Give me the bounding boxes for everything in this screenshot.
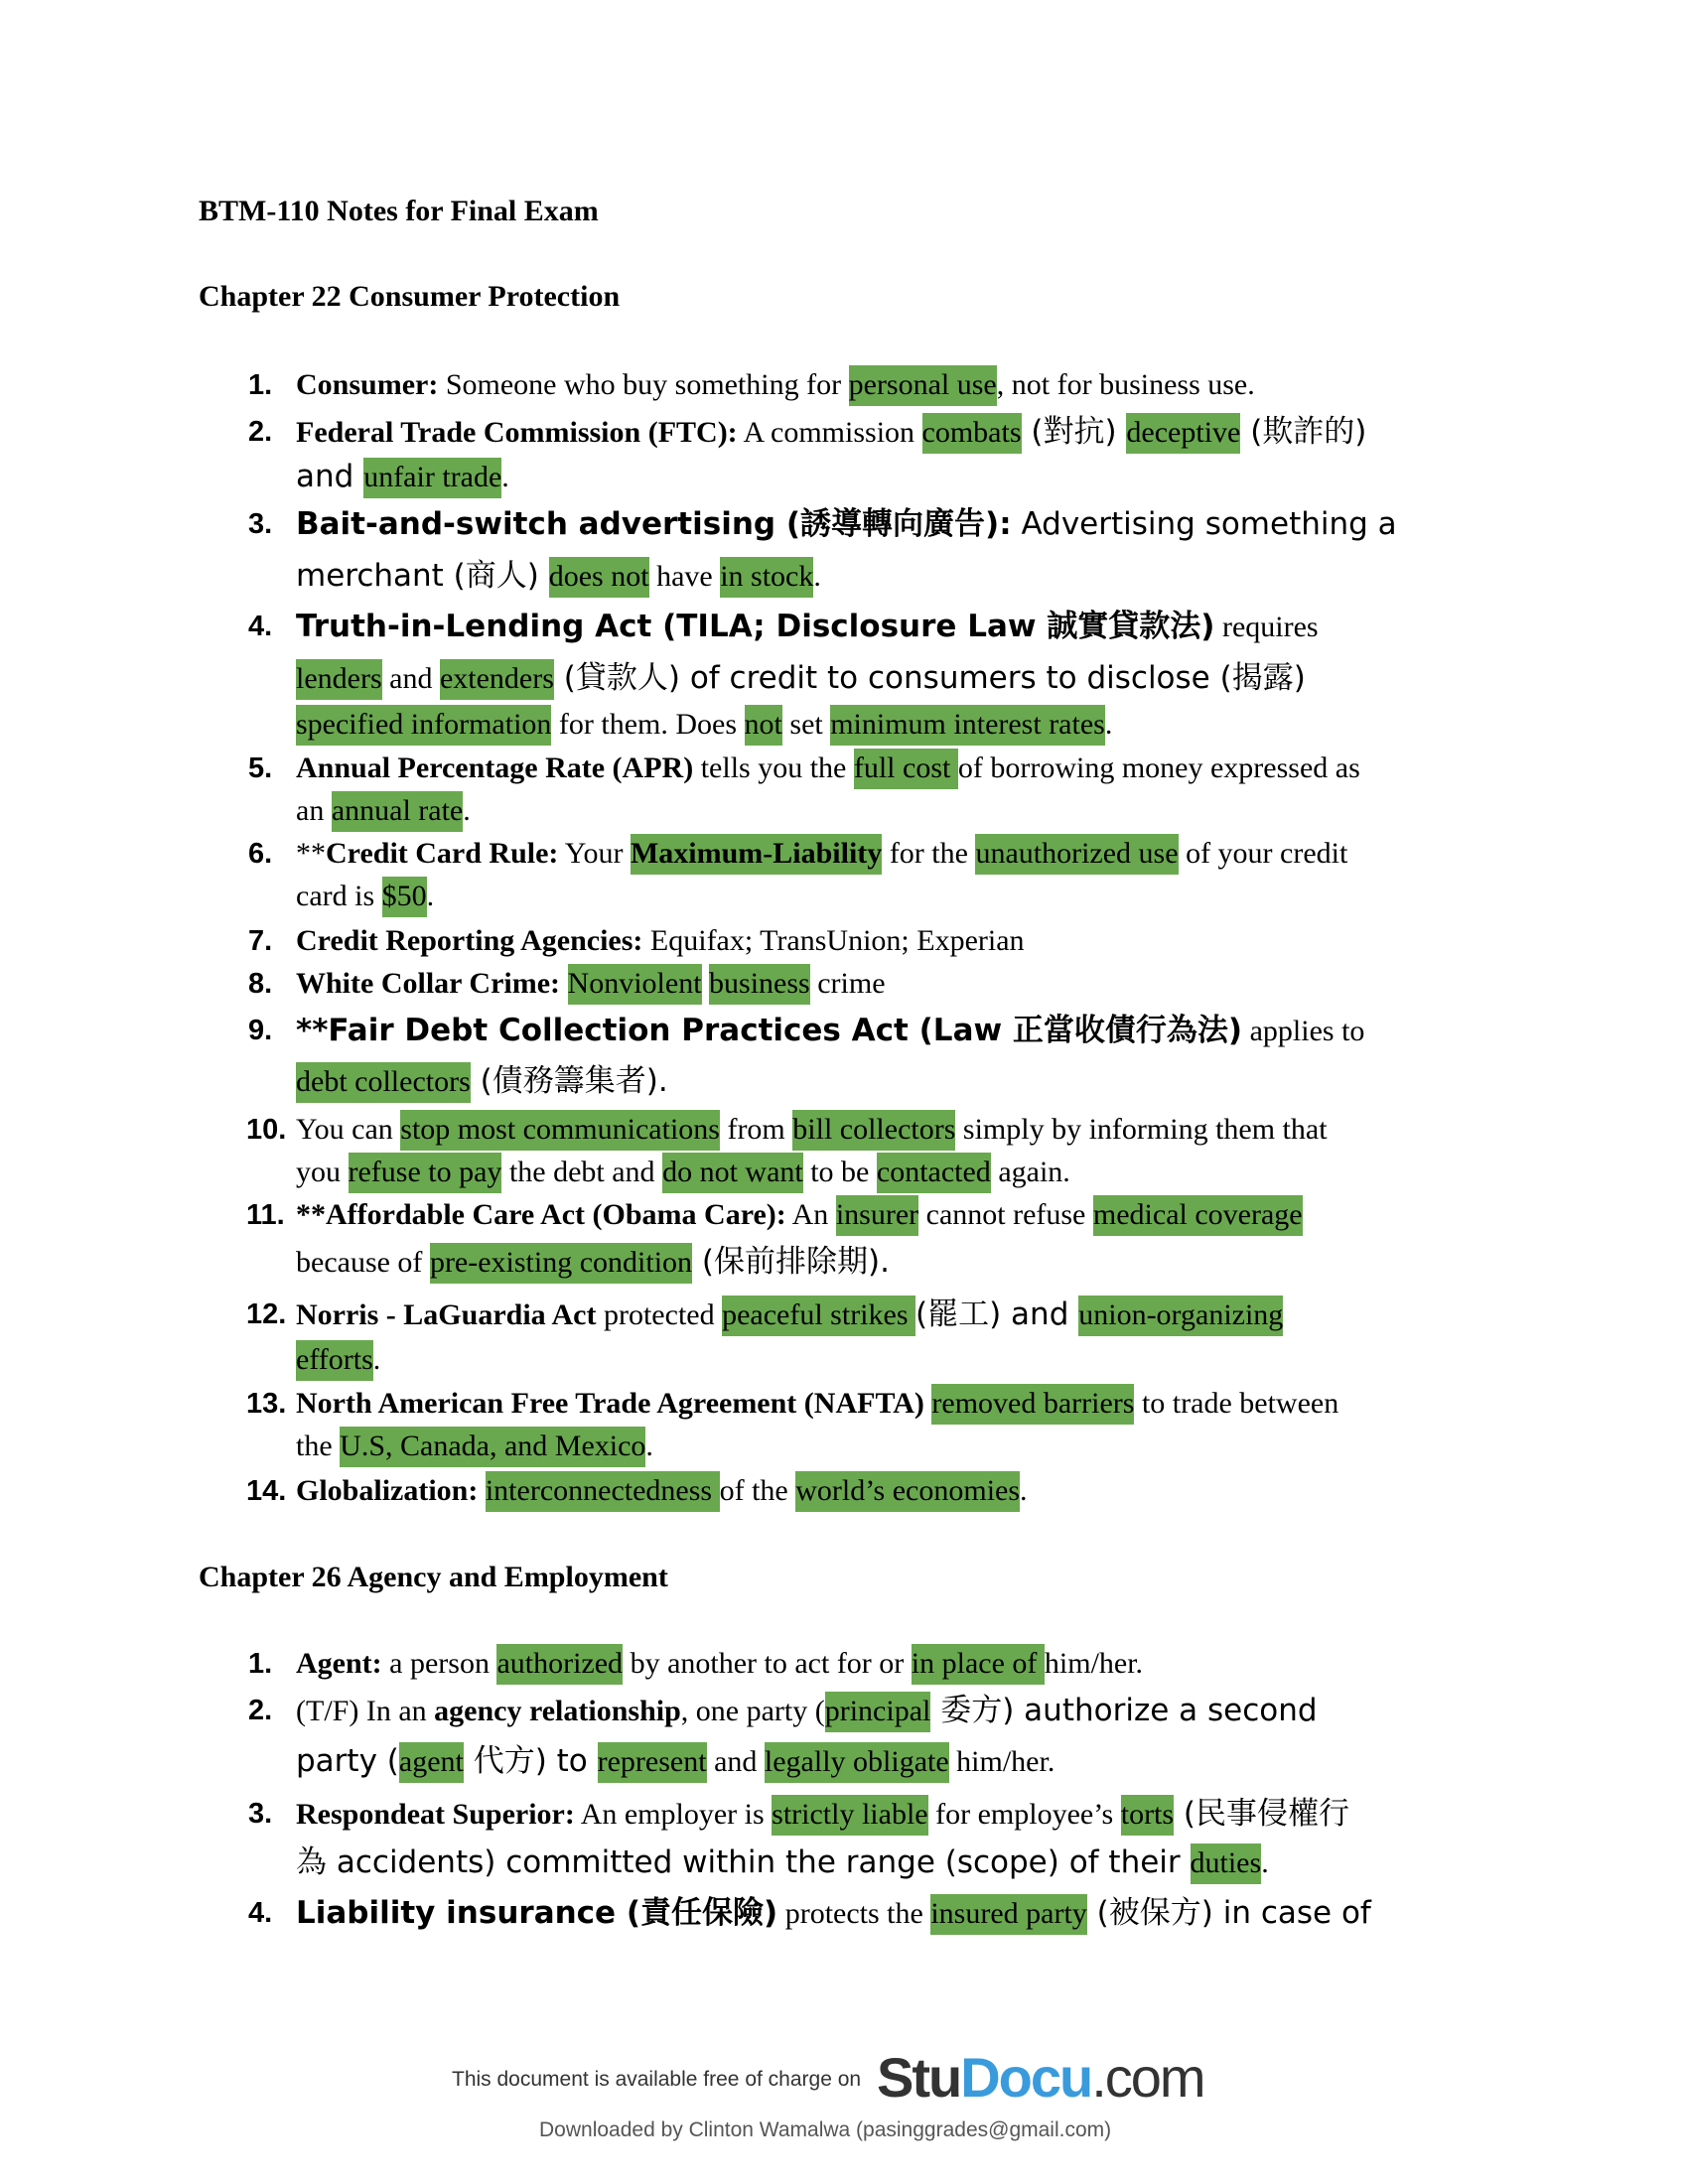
text-segment: 為 accidents) committed within the range (scope) of their	[296, 1844, 1191, 1880]
highlighted-text: refuse to pay	[349, 1153, 502, 1193]
text-segment: .	[501, 461, 509, 493]
text-segment: Norris - LaGuardia Act	[296, 1298, 597, 1331]
list-item-line	[296, 459, 509, 494]
text-segment: Truth-in-Lending Act (TILA; Disclosure Law 誠實貸款法)	[296, 609, 1215, 644]
highlighted-text: in place of	[912, 1644, 1045, 1685]
highlighted-text: Maximum-Liability	[631, 834, 882, 875]
text-segment: White Collar Crime:	[296, 967, 561, 1000]
highlighted-text: agent	[399, 1742, 464, 1783]
text-segment: applies to	[1242, 1015, 1365, 1047]
list-item-line	[296, 660, 1306, 696]
text-segment: from	[719, 1113, 793, 1146]
list-item-number: 1.	[248, 369, 273, 401]
highlighted-text: insurer	[836, 1195, 918, 1236]
text-segment: Your	[558, 837, 631, 870]
highlighted-text: unauthorized use	[975, 834, 1178, 875]
highlighted-text: medical coverage	[1093, 1195, 1303, 1236]
text-segment	[478, 1474, 486, 1507]
list-item-line	[296, 558, 821, 594]
text-segment: by another to act for or	[623, 1647, 912, 1680]
highlighted-text: specified information	[296, 705, 551, 746]
text-segment: Agent:	[296, 1647, 382, 1680]
highlighted-text: principal	[825, 1692, 931, 1732]
list-item-line	[296, 1844, 1269, 1880]
text-segment: him/her.	[948, 1745, 1055, 1778]
list-item-line	[296, 1200, 1303, 1230]
text-segment: , one party (	[680, 1695, 825, 1727]
text-segment: (對抗)	[1021, 414, 1127, 450]
highlighted-text: annual rate	[332, 791, 463, 832]
highlighted-text: $50	[382, 877, 427, 917]
list-item-number: 4.	[248, 1897, 273, 1929]
list-item-number: 12.	[246, 1298, 287, 1330]
text-segment: protected	[596, 1298, 723, 1331]
logo-part-docu: Docu	[960, 2046, 1092, 2109]
document-title: BTM-110 Notes for Final Exam	[199, 195, 599, 227]
text-segment	[560, 967, 568, 1000]
text-segment: crime	[809, 967, 886, 1000]
list-item-line	[296, 710, 1112, 740]
list-item-number: 2.	[248, 416, 273, 448]
highlighted-text: strictly liable	[772, 1795, 927, 1836]
text-segment: of the	[719, 1474, 796, 1507]
text-segment: to be	[802, 1156, 877, 1188]
highlighted-text: interconnectedness	[486, 1471, 720, 1512]
list-item-line	[296, 1115, 1328, 1145]
text-segment	[702, 967, 710, 1000]
text-segment: Credit Card Rule:	[326, 837, 559, 870]
list-item-line	[296, 839, 1347, 869]
text-segment: the debt and	[501, 1156, 663, 1188]
list-item-line	[296, 1389, 1338, 1419]
highlighted-text: removed barriers	[931, 1384, 1134, 1425]
list-item-line	[296, 1796, 1350, 1832]
text-segment: party (	[296, 1743, 399, 1779]
text-segment: 代方) to	[463, 1743, 598, 1779]
list-item-line	[296, 1476, 1028, 1506]
text-segment: 委方) authorize a second	[930, 1693, 1318, 1728]
highlighted-text: not	[745, 705, 782, 746]
highlighted-text: world’s economies	[795, 1471, 1020, 1512]
text-segment: .	[426, 880, 435, 912]
text-segment: (債務籌集者).	[470, 1063, 668, 1099]
highlighted-text: insured party	[930, 1894, 1086, 1935]
list-item-number: 14.	[246, 1475, 287, 1507]
list-item-number: 4.	[248, 611, 273, 642]
highlighted-text: legally obligate	[765, 1742, 949, 1783]
list-item-line	[296, 1693, 1318, 1728]
list-item-line	[296, 1299, 1283, 1330]
text-segment: Advertising something a	[1011, 506, 1397, 542]
text-segment: (被保方) in case of	[1086, 1895, 1371, 1931]
list-item-line	[296, 1013, 1365, 1048]
highlighted-text: duties	[1191, 1843, 1262, 1884]
highlighted-text: torts	[1121, 1795, 1174, 1836]
section-heading: Chapter 22 Consumer Protection	[199, 280, 621, 313]
list-item-number: 13.	[246, 1388, 287, 1420]
list-item-line	[296, 926, 1025, 956]
text-segment: because of	[296, 1246, 430, 1279]
text-segment: protects the	[777, 1897, 931, 1930]
text-segment: Consumer:	[296, 368, 439, 401]
text-segment: you	[296, 1156, 349, 1188]
highlighted-text: does not	[549, 557, 649, 598]
text-segment: card is	[296, 880, 382, 912]
highlighted-text: minimum interest rates	[830, 705, 1105, 746]
list-item-line	[296, 1895, 1371, 1931]
logo-part-com: .com	[1091, 2046, 1204, 2109]
download-notice: Downloaded by Clinton Wamalwa (pasinggrades@gmail.com)	[539, 2118, 1112, 2141]
text-segment: to trade between	[1134, 1387, 1339, 1420]
text-segment: (保前排除期).	[692, 1244, 890, 1280]
text-segment: **	[296, 837, 326, 870]
list-item-number: 1.	[248, 1648, 273, 1680]
text-segment: (T/F) In an	[296, 1695, 435, 1727]
text-segment: North American Free Trade Agreement (NAFTA)	[296, 1387, 924, 1420]
list-item-line	[296, 414, 1367, 450]
highlighted-text: contacted	[877, 1153, 991, 1193]
text-segment: for them. Does	[551, 708, 745, 741]
highlighted-text: personal use	[849, 365, 997, 406]
list-item-number: 3.	[248, 1798, 273, 1830]
text-segment: the	[296, 1430, 341, 1462]
text-segment: have	[648, 560, 721, 593]
text-segment: .	[1261, 1846, 1269, 1879]
logo-part-stu: Stu	[877, 2046, 961, 2109]
text-segment: (貸款人) of credit to consumers to disclose (揭露)	[553, 660, 1306, 696]
highlighted-text: stop most communications	[400, 1110, 720, 1151]
highlighted-text: debt collectors	[296, 1062, 471, 1103]
text-segment: of your credit	[1178, 837, 1348, 870]
highlighted-text: in stock	[720, 557, 813, 598]
highlighted-text: represent	[598, 1742, 707, 1783]
text-segment: a person	[381, 1647, 497, 1680]
text-segment: .	[372, 1343, 381, 1376]
text-segment: Federal Trade Commission (FTC):	[296, 416, 738, 449]
text-segment: .	[463, 794, 471, 827]
highlighted-text: do not want	[662, 1153, 803, 1193]
text-segment: agency relationship	[434, 1695, 681, 1727]
text-segment: (罷工) and	[915, 1297, 1079, 1332]
highlighted-text: pre-existing condition	[430, 1243, 692, 1284]
list-item-number: 6.	[248, 838, 273, 870]
text-segment: merchant (商人)	[296, 558, 549, 594]
text-segment: An	[785, 1198, 836, 1231]
text-segment: again.	[990, 1156, 1070, 1188]
text-segment: and	[381, 662, 440, 695]
text-segment: **Affordable Care Act (Obama Care):	[296, 1198, 786, 1231]
text-segment: , not for business use.	[996, 368, 1255, 401]
highlighted-text: U.S, Canada, and Mexico	[340, 1427, 645, 1467]
text-segment: Bait-and-switch advertising (誘導轉向廣告):	[296, 506, 1012, 542]
text-segment: .	[1104, 708, 1113, 741]
text-segment: Credit Reporting Agencies:	[296, 924, 643, 957]
text-segment: and	[706, 1745, 765, 1778]
text-segment: set	[781, 708, 831, 741]
list-item-number: 5.	[248, 752, 273, 784]
list-item-line	[296, 882, 434, 911]
text-segment: for the	[882, 837, 976, 870]
text-segment: (欺詐的)	[1240, 414, 1367, 450]
text-segment: **Fair Debt Collection Practices Act (Law 正當收債行為法)	[296, 1013, 1243, 1048]
text-segment: Annual Percentage Rate (APR)	[296, 751, 694, 784]
highlighted-text: deceptive	[1126, 413, 1240, 454]
highlighted-text: full cost	[854, 749, 958, 789]
highlighted-text: authorized	[496, 1644, 623, 1685]
list-item-line	[296, 1158, 1070, 1187]
text-segment: You can	[296, 1113, 401, 1146]
text-segment: simply by informing them that	[955, 1113, 1328, 1146]
list-item-number: 7.	[248, 925, 273, 957]
list-item-line	[296, 1743, 1055, 1779]
list-item-number: 8.	[248, 968, 273, 1000]
highlighted-text: lenders	[296, 659, 382, 700]
text-segment: cannot refuse	[918, 1198, 1093, 1231]
section-heading: Chapter 26 Agency and Employment	[199, 1561, 668, 1593]
list-item-line	[296, 1063, 668, 1099]
list-item-number: 2.	[248, 1695, 273, 1726]
text-segment: Liability insurance (責任保險)	[296, 1895, 778, 1931]
list-item-line	[296, 370, 1255, 400]
text-segment: tells you the	[693, 751, 854, 784]
text-segment: for employee’s	[927, 1798, 1121, 1831]
text-segment: (民事侵權行	[1174, 1796, 1350, 1832]
text-segment: Globalization:	[296, 1474, 479, 1507]
text-segment: Equifax; TransUnion; Experian	[642, 924, 1025, 957]
text-segment: A commission	[737, 416, 922, 449]
highlighted-text: peaceful strikes	[722, 1296, 915, 1336]
highlighted-text: union-organizing	[1078, 1296, 1283, 1336]
list-item-number: 11.	[246, 1199, 285, 1231]
text-segment: .	[1020, 1474, 1028, 1507]
text-segment: .	[813, 560, 821, 593]
availability-notice: This document is available free of charge on	[452, 2068, 862, 2091]
text-segment: him/her.	[1044, 1647, 1144, 1680]
highlighted-text: extenders	[440, 659, 554, 700]
studocu-logo[interactable]	[877, 2045, 1204, 2110]
list-item-line	[296, 1244, 890, 1280]
list-item-line	[296, 796, 471, 826]
text-segment: .	[645, 1430, 653, 1462]
text-segment: An employer is	[574, 1798, 773, 1831]
text-segment: of borrowing money expressed as	[957, 751, 1360, 784]
list-item-line	[296, 1649, 1143, 1679]
text-segment: and	[296, 459, 364, 494]
list-item-line	[296, 753, 1360, 783]
highlighted-text: business	[709, 964, 810, 1005]
list-item-number: 10.	[246, 1114, 287, 1146]
text-segment: Respondeat Superior:	[296, 1798, 575, 1831]
text-segment: Someone who buy something for	[438, 368, 849, 401]
list-item-line	[296, 1345, 380, 1375]
list-item-line	[296, 969, 886, 999]
list-item-line	[296, 1432, 653, 1461]
list-item-number: 9.	[248, 1015, 273, 1046]
list-item-line	[296, 609, 1319, 644]
list-item-number: 3.	[248, 508, 273, 540]
list-item-line	[296, 506, 1397, 542]
highlighted-text: combats	[922, 413, 1022, 454]
text-segment: requires	[1214, 611, 1319, 643]
highlighted-text: Nonviolent	[568, 964, 702, 1005]
highlighted-text: bill collectors	[792, 1110, 955, 1151]
text-segment: an	[296, 794, 332, 827]
highlighted-text: efforts	[296, 1340, 373, 1381]
highlighted-text: unfair trade	[363, 458, 501, 498]
